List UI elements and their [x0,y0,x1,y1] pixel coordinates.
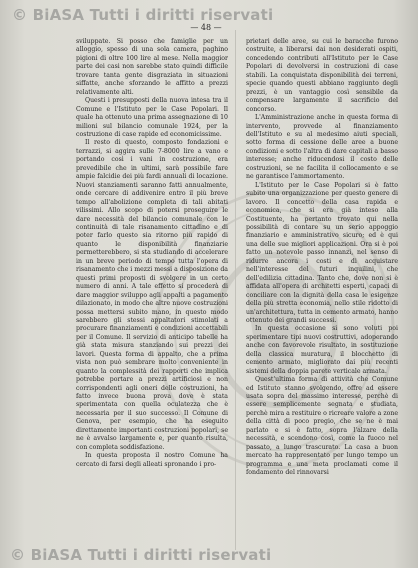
left-paragraph-4: In questa proposta il nostro Comune ha cercato di farsi degli alleati spronando i pro- [76,452,228,468]
left-paragraph-2: Questi i presupposti della nuova intesa tra il Comune e l'Istituto per le Case Popolari. Il quale ha ottenuto una prima assegnazione di 10 milioni sul bilancio comunale 1924, per la costruzione di case rapide ed economicissime. [76,97,228,138]
right-paragraph-5: Quest'ultima forma di attività che Comune ed Istituto stanno svolgendo, offre ad essere usata sopra del massimo interesse, perchè di essere semplicemente segnata e studiata, perchè mira a restituire o ricreare valore a zone della città di poco pregio, che se ne è mai parlato e si è fatto, sopra l'alzare della necessità, e scendono così, come la fuoco nel passato, a lungo trascurato. La casa a buon mercato ha rappresentato per lungo tempo un programma e una meta proclamati come il fondamento del rinnovarsi [246,376,398,477]
watermark-top: © BiASA Tutti i diritti riservati [12,6,274,24]
right-paragraph-4: In questa occasione si sono voluti poi sperimentare tipi nuovi costruttivi, adoperando anche con favorevole risultato, in sostituzione della classica muratura, il blocchetto di cemento armato, migliorato dai più recenti sistemi della doppia parete verticale armata. [246,325,398,375]
page-number: — 48 — [190,23,222,32]
left-column [76,38,228,469]
watermark-bottom: © BiASA Tutti i diritti riservati [10,546,272,564]
right-paragraph-2: L'Amministrazione anche in questa forma di intervento, provvede al finanziamento dell'Istituto e su al medesimo aiuti speciali, sotto forma di cessione delle aree a buone condizioni e sotto l'altra di dare capitali a basso interesse; anche riducendosi il costo delle costruzioni, se ne facilita il collocamento e se ne garantisce l'ammortamento. [246,114,398,181]
right-column [246,38,398,478]
page-fold-line [235,30,236,550]
right-paragraph-1: prietari delle aree, su cui le baracche furono costruite, a liberarsi dai non desiderati ospiti, concedendo contributi all'Istituto per le Case Popolari di devolversi in costruzioni di case stabili. La conquistata disponibilità dei terreni, specie quando questi abbiano raggiunto degli prezzi, è un vantaggio così sensibile da compensare largamente il sacrificio del concorso. [246,38,398,113]
right-paragraph-3: L'Istituto per le Case Popolari si è fatto subito una organizzazione per questo genere di lavoro. Il concetto della casa rapida e economica, che si era già inteso alla Costituente, ha pertanto trovato qui nella possibilità di contare su un serio appoggio finanziario e amministrativo sicuro; ed è qui una delle sue migliori applicazioni. Ora si è poi fatto un notevole passo innanzi, nel senso di ridurre ancora i costi e di acquistare nell'interesse del futuri inquilini, che dell'edilizia cittadina. Tanto che, dove non si è affidata all'opera di architetti esperti, capaci di conciliare con la dignità della casa le esigenze della più stretta economia, nello stile ridotto di un'architettura, tutta in cemento armato, hanno ottenuto dei grandi successi. [246,181,398,324]
left-paragraph-3: Il resto di questo, composto fondazioni e terrazzi, si aggira sulle 7-8000 lire a vano e portando così i vani in costruzione, era prevedibile che in ultimi, sarà possibile fare ampie falcidie dei più fardi annuali di locazione. Nuovi stanziamenti saranno fatti annualmente, onde cercare di addivenire entro il più breve tempo all'abolizione completa di tali abitati vilissimi. Allo scopo di potersi proseguire le dare necessità del bilancio comunale con le continuità di tale risanamento cittadino e di poter farlo questo sia ritorno più rapido di quanto le disponibilità finanziarie permetterebbero, si sta studiando di accelerare in un breve periodo di tempo tutta l'opera di risanamento che i mezzi messi a disposizione da questi primi proposti di svolgere in un certo numero di anni. A tale effetto si procederà di dare maggior sviluppo agli appalti a pagamento dilazionato, in modo che altre nuove costruzioni possa mettersi subito mano, in questo modo sarebbero gli stessi appaltatori stimolati a procurare finanziamenti e condizioni accettabili per il Comune. Il servizio di anticipo tabelle ha già stata misura stanziando sui prezzi dei lavori. Questa forma di appalto, che a prima vista non può sembrare molto conveniente in quanto la complessità dei rapporti che implica potrebbe portare a prezzi artificiosi e non corrispondenti agli oneri delle costruzioni, ha fatto invece buona prova dove è stata sperimentata con quella oculatezza che è necessaria per il suo successo. Il Comune di Genova, per esempio, che ha eseguito direttamente importanti costruzioni popolari, se ne è avvalso largamente e, per quanto risulta, con completa soddisfazione. [76,139,228,451]
left-paragraph-1: sviluppate. Si posso che famiglie per un alloggio, spesso di una sola camera, paghino pigioni di oltre 100 lire al mese. Nella maggior parte dei casi non sarebbe stato quindi difficile trovare tanta gente disgraziata in situazioni siffatte, anche sforzando le affitto a prezzi relativamente alti. [76,38,228,96]
